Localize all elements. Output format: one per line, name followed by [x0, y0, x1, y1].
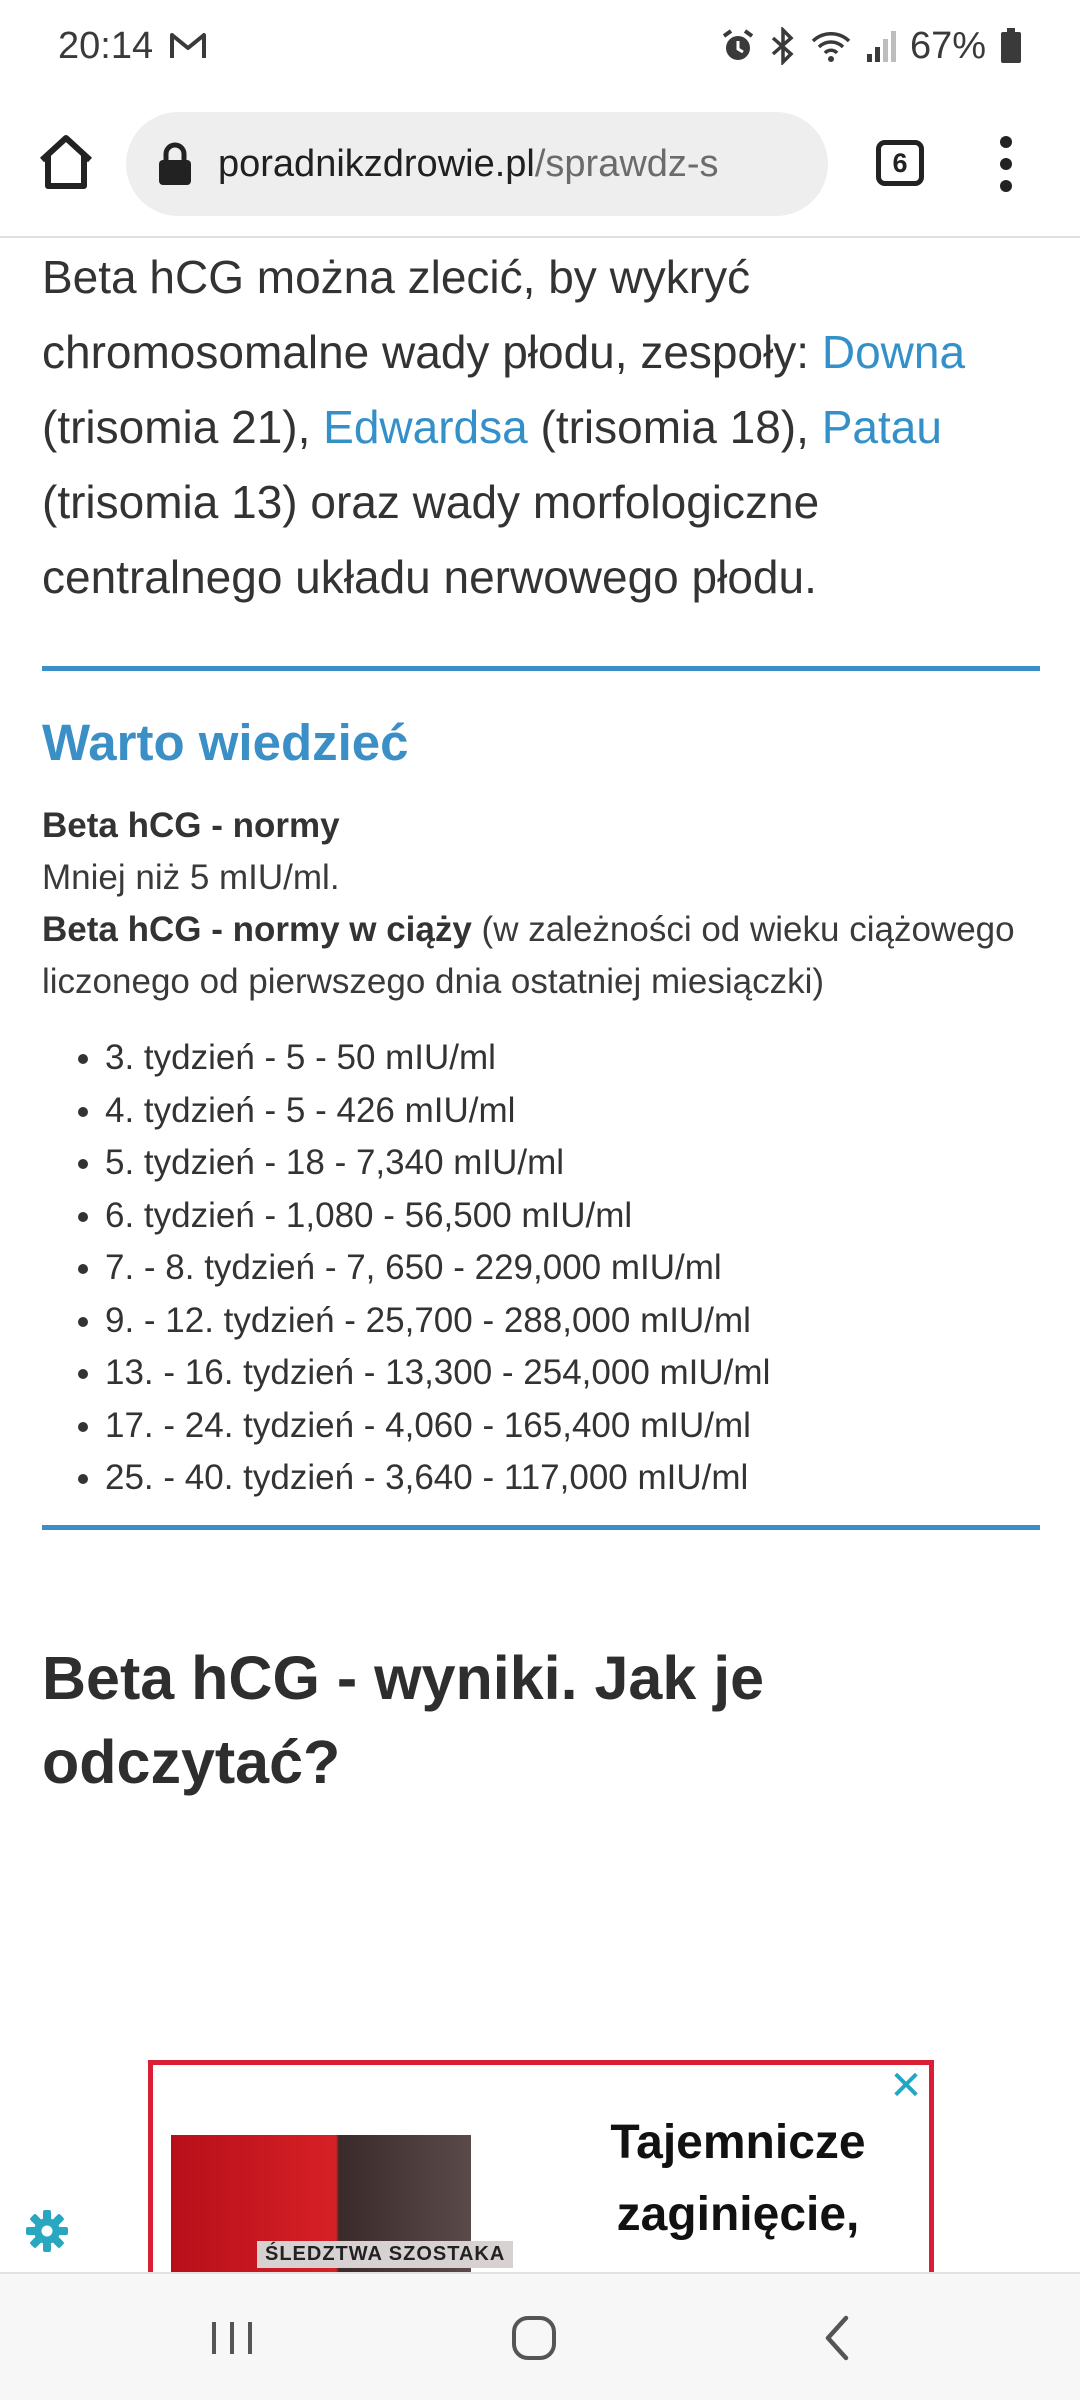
battery-icon: [1000, 28, 1022, 64]
signal-icon: [866, 30, 896, 62]
info-box-top-divider: [42, 666, 1040, 671]
intro-paragraph: [42, 240, 1040, 615]
home-button[interactable]: [34, 130, 98, 194]
intro-link-patau[interactable]: Patau: [821, 401, 942, 453]
status-left: [58, 25, 207, 68]
pregnancy-norms-note: (w zależności od wieku ciążowego liczonego od pierwszego dnia ostatniej miesiączki): [42, 910, 1015, 1001]
status-bar: [0, 0, 1080, 92]
url-path: /sprawdz-s: [534, 142, 719, 185]
lock-icon: [156, 141, 194, 187]
pregnancy-norms-list: [42, 1032, 1040, 1505]
intro-text: (trisomia 21),: [42, 401, 324, 453]
recent-apps-button[interactable]: [200, 2306, 264, 2370]
home-circle-icon: [502, 2306, 566, 2370]
status-time: 20:14: [58, 24, 154, 67]
system-navigation-bar: [0, 2272, 1080, 2400]
status-right: [720, 25, 1022, 68]
bluetooth-icon: [770, 27, 796, 65]
recent-apps-icon: [200, 2306, 264, 2370]
home-icon: [34, 130, 98, 194]
article-content: [42, 240, 1040, 1804]
alarm-icon: [720, 28, 756, 64]
gear-icon: [24, 2208, 70, 2254]
back-button[interactable]: [806, 2306, 870, 2370]
advertisement[interactable]: [148, 2060, 934, 2272]
wifi-icon: [810, 29, 852, 63]
browser-toolbar: [0, 92, 1080, 238]
ad-book-label: ŚLEDZTWA SZOSTAKA: [257, 2241, 513, 2268]
back-chevron-icon: [806, 2306, 870, 2370]
info-box-bottom-divider: [42, 1525, 1040, 1530]
more-vert-icon: [990, 132, 1022, 196]
intro-text: Beta hCG można zlecić, by wykryć chromosomalne wady płodu, zespoły:: [42, 251, 822, 378]
info-box-body: [42, 800, 1040, 1008]
ad-close-button[interactable]: ✕: [889, 2064, 923, 2108]
intro-text: (trisomia 13) oraz wady morfologiczne centralnego układu nerwowego płodu.: [42, 476, 820, 603]
ad-headline: Tajemnicze zaginięcie,: [610, 2116, 866, 2241]
norms-heading: Beta hCG - normy: [42, 806, 340, 845]
info-box-title: Warto wiedzieć: [42, 714, 409, 771]
norms-list-item: • 13. - 16. tydzień - 13,300 - 254,000 mIU/ml: [105, 1347, 1040, 1400]
norms-list-item: • 9. - 12. tydzień - 25,700 - 288,000 mIU/ml: [105, 1295, 1040, 1348]
battery-percent: 67%: [909, 24, 986, 67]
gmail-icon: [169, 31, 207, 61]
home-nav-button[interactable]: [502, 2306, 566, 2370]
tab-switcher-button[interactable]: 6: [876, 140, 924, 186]
privacy-settings-button[interactable]: [24, 2208, 70, 2254]
norms-value: Mniej niż 5 mIU/ml.: [42, 858, 340, 897]
intro-link-downa[interactable]: Downa: [821, 326, 966, 378]
norms-list-item: • 7. - 8. tydzień - 7, 650 - 229,000 mIU/ml: [105, 1242, 1040, 1295]
norms-list-item: • 17. - 24. tydzień - 4,060 - 165,400 mIU/ml: [105, 1400, 1040, 1453]
more-menu-button[interactable]: [990, 132, 1022, 196]
url-text: [218, 143, 719, 186]
norms-list-item: • 25. - 40. tydzień - 3,640 - 117,000 mIU/ml: [105, 1452, 1040, 1505]
intro-link-edwardsa[interactable]: Edwardsa: [323, 401, 528, 453]
intro-text: (trisomia 18),: [527, 401, 822, 453]
url-domain: poradnikzdrowie.pl: [218, 142, 535, 185]
norms-list-item: • 6. tydzień - 1,080 - 56,500 mIU/ml: [105, 1190, 1040, 1243]
norms-list-item: • 3. tydzień - 5 - 50 mIU/ml: [105, 1032, 1040, 1085]
section-title: Beta hCG - wyniki. Jak je odczytać?: [42, 1643, 765, 1796]
address-bar[interactable]: [126, 112, 828, 216]
pregnancy-norms-heading: Beta hCG - normy w ciąży: [42, 910, 472, 949]
norms-list-item: • 5. tydzień - 18 - 7,340 mIU/ml: [105, 1137, 1040, 1190]
norms-list-item: • 4. tydzień - 5 - 426 mIU/ml: [105, 1085, 1040, 1138]
